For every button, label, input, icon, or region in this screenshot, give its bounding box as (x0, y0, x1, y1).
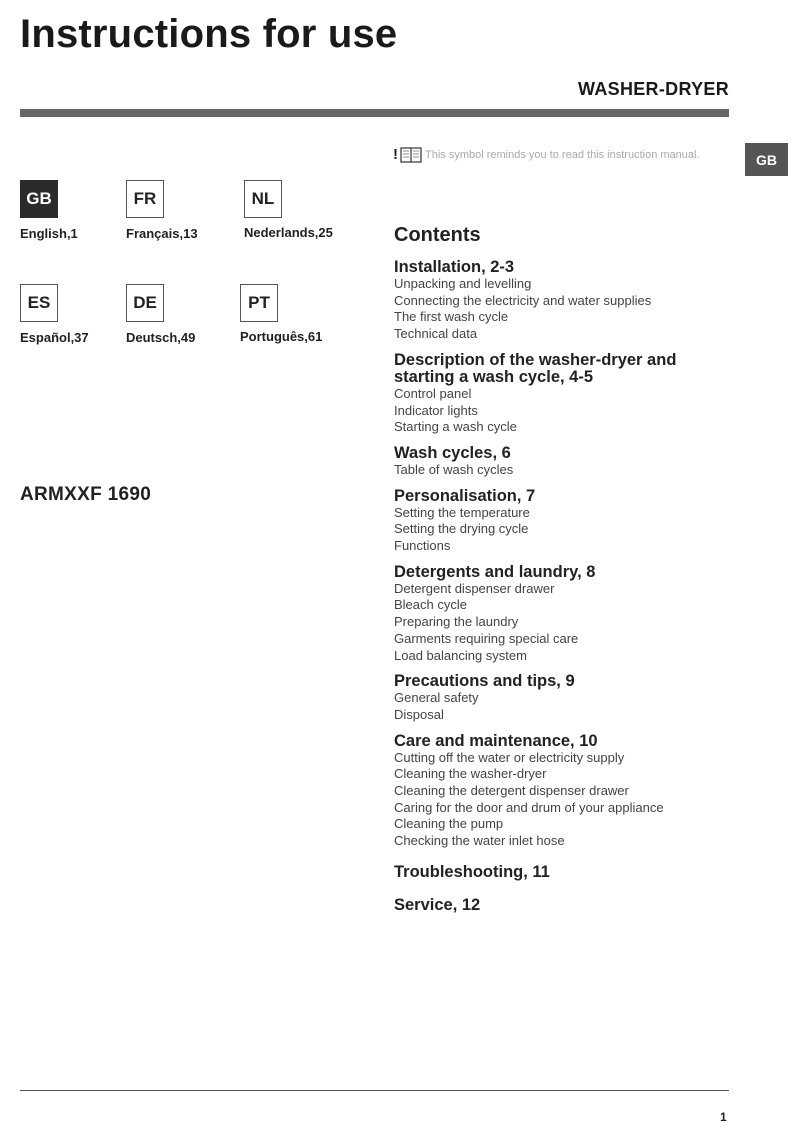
toc-section-troubleshooting (394, 864, 734, 881)
book-icon (400, 147, 422, 163)
toc-section-precautions (394, 673, 734, 723)
toc-item[interactable]: Bleach cycle (394, 597, 467, 613)
toc-section-title[interactable]: Personalisation, 7 (394, 486, 536, 505)
toc-item[interactable]: Cleaning the washer-dryer (394, 766, 547, 782)
page-number: 1 (720, 1110, 727, 1124)
language-box-pt[interactable]: PT (240, 284, 278, 322)
language-side-tab: GB (745, 143, 788, 176)
toc-section-care (394, 733, 734, 850)
toc-item[interactable]: Unpacking and levelling (394, 276, 532, 291)
language-label-de[interactable]: Deutsch,49 (126, 330, 196, 345)
language-box-gb[interactable]: GB (20, 180, 58, 218)
page-title: Instructions for use (20, 12, 398, 56)
toc-section-title[interactable]: Troubleshooting, 11 (394, 862, 550, 881)
language-label-pt[interactable]: Português,61 (240, 329, 323, 344)
toc-item[interactable]: Table of wash cycles (394, 461, 514, 477)
toc-item[interactable]: Starting a wash cycle (394, 419, 517, 435)
language-label-gb[interactable]: English,1 (20, 226, 78, 241)
toc-item[interactable]: Cutting off the water or electricity supply (394, 749, 625, 765)
notice-text: This symbol reminds you to read this instruction manual. (425, 148, 700, 161)
toc-item[interactable]: Setting the temperature (394, 504, 530, 520)
toc-section-wash-cycles (394, 445, 734, 479)
model-number: ARMXXF 1690 (20, 484, 152, 505)
toc-section-personalisation (394, 488, 734, 555)
toc-item[interactable]: Checking the water inlet hose (394, 833, 565, 849)
toc-section-service (394, 897, 734, 914)
toc-item[interactable]: Functions (394, 538, 451, 554)
toc-section-title[interactable]: Care and maintenance, 10 (394, 731, 598, 750)
toc-item[interactable]: Preparing the laundry (394, 614, 519, 630)
toc-item[interactable]: Connecting the electricity and water supplies (394, 292, 652, 308)
toc-section-title[interactable]: Wash cycles, 6 (394, 443, 511, 462)
manual-notice (393, 146, 700, 163)
toc-section-title[interactable]: Installation, 2-3 (394, 258, 515, 276)
toc-item[interactable]: General safety (394, 690, 479, 706)
toc-item[interactable]: Cleaning the pump (394, 816, 504, 832)
toc-section-title[interactable]: Precautions and tips, 9 (394, 672, 575, 691)
toc-item[interactable]: The first wash cycle (394, 309, 509, 325)
toc-item[interactable]: Cleaning the detergent dispenser drawer (394, 783, 629, 799)
toc-item[interactable]: Caring for the door and drum of your appliance (394, 799, 664, 815)
table-of-contents (394, 259, 734, 923)
header-divider (20, 109, 729, 117)
language-label-fr[interactable]: Français,13 (126, 226, 198, 241)
toc-item[interactable]: Indicator lights (394, 402, 478, 418)
toc-section-title[interactable]: Detergents and laundry, 8 (394, 562, 596, 581)
toc-item[interactable]: Detergent dispenser drawer (394, 580, 555, 596)
language-box-fr[interactable]: FR (126, 180, 164, 218)
toc-section-title-line2[interactable]: starting a wash cycle, 4-5 (394, 367, 594, 386)
language-box-de[interactable]: DE (126, 284, 164, 322)
toc-item[interactable]: Control panel (394, 385, 472, 401)
toc-section-detergents (394, 564, 734, 665)
toc-section-description (394, 352, 734, 436)
language-label-nl[interactable]: Nederlands,25 (244, 225, 333, 240)
toc-item[interactable]: Garments requiring special care (394, 630, 579, 646)
toc-item[interactable]: Technical data (394, 326, 478, 342)
toc-item[interactable]: Disposal (394, 706, 444, 722)
language-box-nl[interactable]: NL (244, 180, 282, 218)
contents-heading: Contents (394, 224, 481, 246)
product-type: WASHER-DRYER (578, 79, 729, 99)
toc-item[interactable]: Load balancing system (394, 647, 527, 663)
exclamation-mark: ! (393, 146, 398, 163)
language-label-es[interactable]: Español,37 (20, 330, 89, 345)
language-box-es[interactable]: ES (20, 284, 58, 322)
footer-divider (20, 1090, 729, 1091)
toc-section-title-line1[interactable]: Description of the washer-dryer and (394, 350, 677, 369)
toc-item[interactable]: Setting the drying cycle (394, 521, 529, 537)
toc-section-installation (394, 259, 734, 343)
toc-section-title[interactable]: Service, 12 (394, 895, 481, 914)
